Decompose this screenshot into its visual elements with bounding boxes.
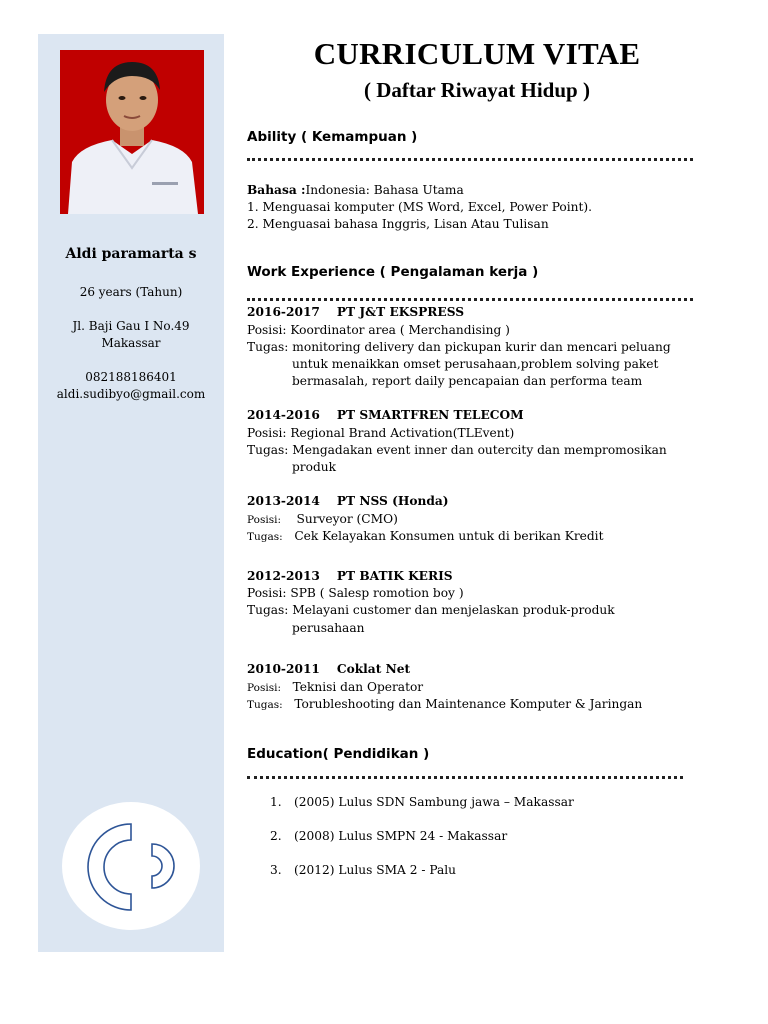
job-task: perusahaan xyxy=(292,621,365,635)
education-heading: Education( Pendidikan ) xyxy=(247,746,430,762)
candidate-name: Aldi paramarta s xyxy=(65,246,197,262)
job-title-line xyxy=(247,304,464,321)
education-number: 3. xyxy=(270,863,282,877)
candidate-age: 26 years (Tahun) xyxy=(79,285,183,299)
posisi-label: Posisi: xyxy=(247,323,287,337)
education-item xyxy=(270,863,456,877)
phone-number: 082188186401 xyxy=(85,370,177,384)
job-position-line xyxy=(247,679,423,697)
document-subtitle: ( Daftar Riwayat Hidup ) xyxy=(364,78,590,102)
section-divider xyxy=(247,776,683,779)
job-task: Melayani customer dan menjelaskan produk-produk xyxy=(292,603,615,617)
education-item xyxy=(270,829,507,843)
posisi-label: Posisi: xyxy=(247,586,287,600)
job-title-line xyxy=(247,661,410,678)
job-company: PT SMARTFREN TELECOM xyxy=(336,408,524,422)
posisi-label: Posisi: xyxy=(247,682,281,694)
education-number: 1. xyxy=(270,795,282,809)
job-task: untuk menaikkan omset perusahaan,problem solving paket xyxy=(292,357,659,371)
tugas-label: Tugas: xyxy=(247,531,283,543)
job-period: 2014-2016 xyxy=(247,408,320,422)
job-company: PT NSS (Honda) xyxy=(336,494,449,508)
job-position: Teknisi dan Operator xyxy=(292,680,424,694)
education-text: (2012) Lulus SMA 2 - Palu xyxy=(294,863,457,877)
job-position-line xyxy=(247,511,398,529)
job-task-line xyxy=(247,602,615,619)
email-address: aldi.sudibyo@gmail.com xyxy=(56,387,206,401)
job-task-line xyxy=(247,528,603,546)
job-position-line xyxy=(247,322,510,339)
job-position-line xyxy=(247,425,514,442)
job-task: Mengadakan event inner dan outercity dan mempromosikan xyxy=(292,443,667,457)
ability-heading: Ability ( Kemampuan ) xyxy=(247,129,418,145)
tugas-label: Tugas: xyxy=(247,699,283,711)
work-heading: Work Experience ( Pengalaman kerja ) xyxy=(247,264,539,280)
profile-photo xyxy=(60,50,204,214)
posisi-label: Posisi: xyxy=(247,514,281,526)
job-period: 2012-2013 xyxy=(247,569,320,583)
job-task-line xyxy=(247,442,667,459)
job-period: 2010-2011 xyxy=(247,662,320,676)
job-task-line xyxy=(247,696,642,714)
tugas-label: Tugas: xyxy=(247,443,289,457)
job-position-line xyxy=(247,585,464,602)
tugas-label: Tugas: xyxy=(247,603,289,617)
language-line xyxy=(247,182,464,199)
tugas-label: Tugas: xyxy=(247,340,289,354)
job-position: SPB ( Salesp romotion boy ) xyxy=(290,586,464,600)
address-line-1: Jl. Baji Gau I No.49 xyxy=(72,319,190,333)
job-period: 2013-2014 xyxy=(247,494,320,508)
ability-item: 2. Menguasai bahasa Inggris, Lisan Atau Tulisan xyxy=(247,217,549,231)
job-title-line xyxy=(247,568,453,585)
job-company: PT BATIK KERIS xyxy=(336,569,453,583)
job-position: Regional Brand Activation(TLEvent) xyxy=(290,426,515,440)
language-label: Bahasa : xyxy=(247,183,306,197)
job-title-line xyxy=(247,407,524,424)
ability-item: 1. Menguasai komputer (MS Word, Excel, Power Point). xyxy=(247,200,593,214)
education-text: (2008) Lulus SMPN 24 - Makassar xyxy=(294,829,508,843)
job-position: Koordinator area ( Merchandising ) xyxy=(290,323,510,337)
logo-emblem xyxy=(62,802,200,930)
posisi-label: Posisi: xyxy=(247,426,287,440)
job-task-line xyxy=(247,339,671,356)
job-task: produk xyxy=(292,460,337,474)
job-period: 2016-2017 xyxy=(247,305,320,319)
section-divider xyxy=(247,158,693,161)
job-company: Coklat Net xyxy=(336,662,411,676)
language-value: Indonesia: Bahasa Utama xyxy=(305,183,464,197)
job-company: PT J&T EKSPRESS xyxy=(336,305,465,319)
job-position: Surveyor (CMO) xyxy=(296,512,398,526)
education-item xyxy=(270,795,574,809)
education-text: (2005) Lulus SDN Sambung jawa – Makassar xyxy=(294,795,574,809)
job-task: monitoring delivery dan pickupan kurir dan mencari peluang xyxy=(292,340,671,354)
document-title: CURRICULUM VITAE xyxy=(313,36,641,71)
section-divider xyxy=(247,298,693,301)
job-task: Torubleshooting dan Maintenance Komputer & Jaringan xyxy=(294,697,643,711)
job-task: Cek Kelayakan Konsumen untuk di berikan Kredit xyxy=(294,529,604,543)
job-title-line xyxy=(247,493,449,510)
job-task: bermasalah, report daily pencapaian dan performa team xyxy=(292,374,643,388)
education-number: 2. xyxy=(270,829,282,843)
address-line-2: Makassar xyxy=(101,336,161,350)
